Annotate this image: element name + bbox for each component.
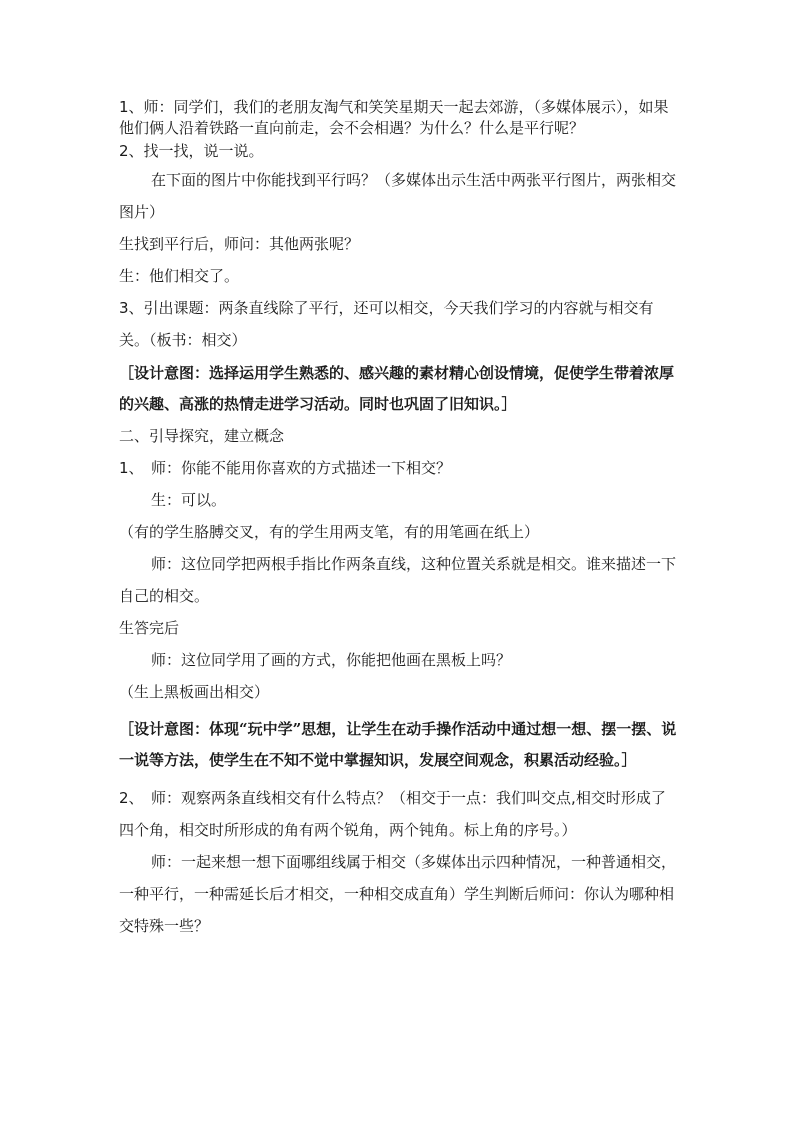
- document-body: [119, 97, 679, 942]
- paragraph-draw: 师：这位同学用了画的方式，你能把他画在黑板上吗？: [151, 651, 512, 669]
- design-intent-2: ［设计意图：体现“玩中学”思想，让学生在动手操作活动中通过想一想、摆一摆、说一说等方法，使学生在不知不觉中掌握知识，发展空间观念，积累活动经验。］: [119, 720, 677, 769]
- paragraph-fingers: 师：这位同学把两根手指比作两条直线，这种位置关系就是相交。谁来描述一下自己的相交。: [119, 555, 677, 605]
- paragraph-student-answer: 生：他们相交了。: [119, 267, 240, 285]
- paragraph-actions: （有的学生胳膊交叉，有的学生用两支笔，有的用笔画在纸上）: [119, 523, 540, 541]
- paragraph-q1: 1、 师：你能不能用你喜欢的方式描述一下相交？: [119, 459, 452, 477]
- section-heading: 二、引导探究，建立概念: [119, 427, 285, 445]
- paragraph-blackboard: （生上黑板画出相交）: [119, 683, 270, 701]
- paragraph-topic: 3、引出课题：两条直线除了平行，还可以相交，今天我们学习的内容就与相交有关。（板书：相交）: [119, 299, 654, 349]
- paragraph-student-found: 生找到平行后，师问：其他两张呢？: [119, 235, 360, 253]
- paragraph-after-answer: 生答完后: [119, 619, 180, 637]
- paragraph-q3: 师：一起来想一想下面哪组线属于相交（多媒体出示四种情况，一种普通相交，一种平行，一种需延长后才相交，一种相交成直角）学生判断后师问：你认为哪种相交特殊一些？: [119, 853, 677, 935]
- paragraph-student-yes: 生：可以。: [151, 491, 227, 509]
- paragraph-q2: 2、 师：观察两条直线相交有什么特点？（相交于一点：我们叫交点,相交时形成了四个角，相交时所形成的角有两个锐角，两个钝角。标上角的序号。）: [119, 789, 666, 839]
- paragraph-find: 2、找一找，说一说。: [119, 142, 264, 160]
- paragraph-pictures: 在下面的图片中你能找到平行吗？（多媒体出示生活中两张平行图片，两张相交图片）: [119, 171, 677, 221]
- paragraph-intro: 1、师：同学们，我们的老朋友淘气和笑笑星期天一起去郊游，（多媒体展示），如果他们俩人沿着铁路一直向前走，会不会相遇？为什么？什么是平行呢？: [119, 98, 669, 137]
- design-intent-1: ［设计意图：选择运用学生熟悉的、感兴趣的素材精心创设情境，促使学生带着浓厚的兴趣、高涨的热情走进学习活动。同时也巩固了旧知识。］: [119, 364, 675, 413]
